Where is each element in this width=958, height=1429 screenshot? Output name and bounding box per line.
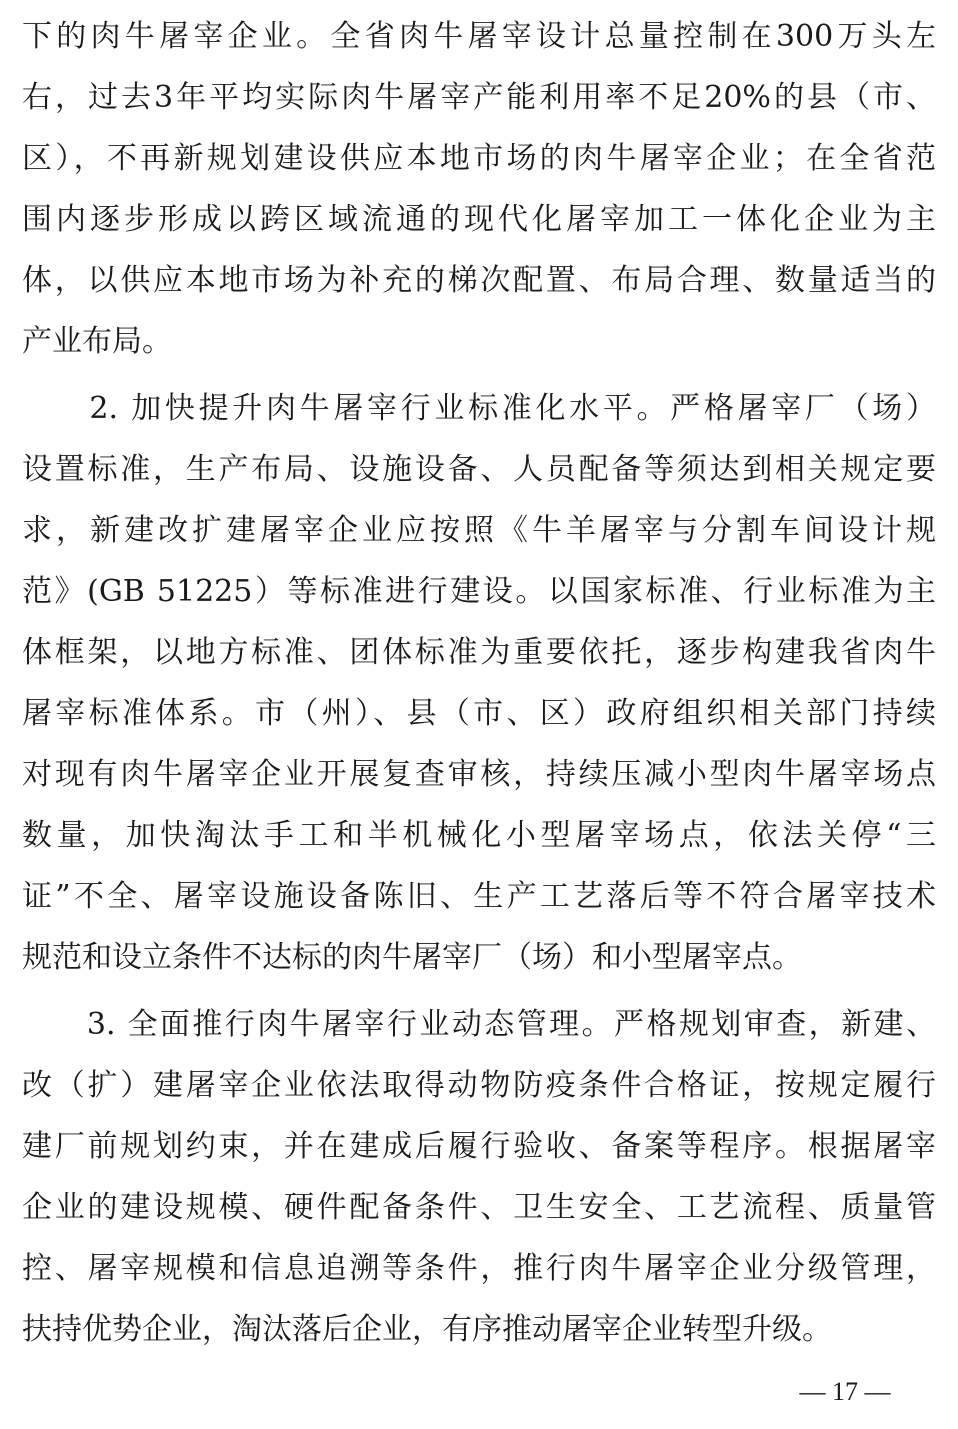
text-line: 范》(GB 51225）等标准进行建设。以国家标准、行业标准为主 xyxy=(22,574,936,609)
text-line: 建厂前规划约束，并在建成后履行验收、备案等程序。根据屠宰 xyxy=(22,1129,936,1164)
text-line: 数量，加快淘汰手工和半机械化小型屠宰场点，依法关停“三 xyxy=(22,818,936,853)
text-line: 求，新建改扩建屠宰企业应按照《牛羊屠宰与分割车间设计规 xyxy=(22,513,936,548)
text-line: 下的肉牛屠宰企业。全省肉牛屠宰设计总量控制在300万头左 xyxy=(22,19,936,54)
text-line: 体，以供应本地市场为补充的梯次配置、布局合理、数量适当的 xyxy=(22,263,936,298)
section-heading-line: 2. 加快提升肉牛屠宰行业标准化水平。严格屠宰厂（场） xyxy=(22,391,936,426)
text-line: 右，过去3年平均实际肉牛屠宰产能利用率不足20%的县（市、 xyxy=(22,80,936,115)
text-line: 规范和设立条件不达标的肉牛屠宰厂（场）和小型屠宰点。 xyxy=(22,940,802,975)
text-line: 企业的建设规模、硬件配备条件、卫生安全、工艺流程、质量管 xyxy=(22,1190,936,1225)
text-line: 改（扩）建屠宰企业依法取得动物防疫条件合格证，按规定履行 xyxy=(22,1068,936,1103)
text-line: 证”不全、屠宰设施设备陈旧、生产工艺落后等不符合屠宰技术 xyxy=(22,879,936,914)
text-line: 控、屠宰规模和信息追溯等条件，推行肉牛屠宰企业分级管理， xyxy=(22,1251,936,1286)
text-line: 产业布局。 xyxy=(22,324,172,359)
section-heading-line: 3. 全面推行肉牛屠宰行业动态管理。严格规划审查，新建、 xyxy=(22,1007,936,1042)
text-line: 设置标准，生产布局、设施设备、人员配备等须达到相关规定要 xyxy=(22,452,936,487)
text-line: 区），不再新规划建设供应本地市场的肉牛屠宰企业；在全省范 xyxy=(22,141,936,176)
text-line: 屠宰标准体系。市（州）、县（市、区）政府组织相关部门持续 xyxy=(22,696,936,731)
page-number: — 17 — xyxy=(799,1377,891,1406)
text-line: 扶持优势企业，淘汰落后企业，有序推动屠宰企业转型升级。 xyxy=(22,1312,832,1347)
text-line: 围内逐步形成以跨区域流通的现代化屠宰加工一体化企业为主 xyxy=(22,202,936,237)
text-line: 对现有肉牛屠宰企业开展复查审核，持续压减小型肉牛屠宰场点 xyxy=(22,757,936,792)
text-line: 体框架，以地方标准、团体标准为重要依托，逐步构建我省肉牛 xyxy=(22,635,936,670)
